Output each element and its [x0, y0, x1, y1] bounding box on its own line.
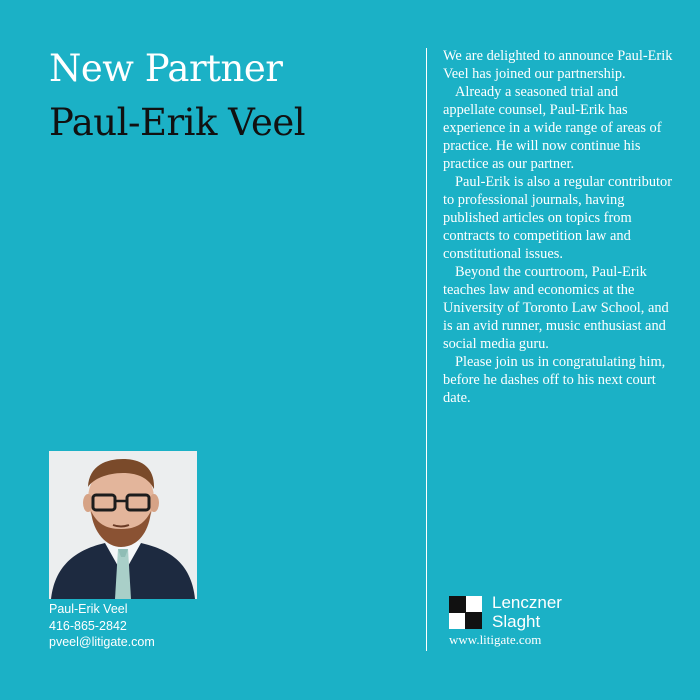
contact-info — [49, 601, 155, 651]
announcement-text — [443, 47, 673, 407]
logo-line-lenczner: Lenczner — [492, 593, 562, 612]
contact-name: Paul-Erik Veel — [49, 602, 128, 616]
lenczner-slaght-logo-mark-icon — [449, 596, 482, 629]
heading-partner-name: Paul-Erik Veel — [49, 101, 306, 144]
portrait-photo — [49, 451, 197, 599]
logo-wordmark — [492, 593, 562, 631]
paragraph-experience: Already a seasoned trial and appellate counsel, Paul-Erik has experience in a wide range of areas of practice. He will now continue his practice as our partner. — [443, 84, 662, 172]
paragraph-intro: We are delighted to announce Paul-Erik Veel has joined our partnership. — [443, 48, 673, 82]
website-link[interactable]: www.litigate.com — [449, 632, 542, 647]
portrait-illustration — [49, 451, 197, 599]
firm-logo — [449, 593, 562, 631]
vertical-divider — [426, 48, 427, 651]
contact-phone: 416-865-2842 — [49, 618, 127, 633]
heading-new-partner: New Partner — [49, 47, 283, 90]
paragraph-publications: Paul-Erik is also a regular contributor to professional journals, having published articles on topics from contracts to competition law and constitutional issues. — [443, 174, 672, 262]
paragraph-congratulations: Please join us in congratulating him, before he dashes off to his next court date. — [443, 354, 666, 406]
paragraph-teaching: Beyond the courtroom, Paul-Erik teaches law and economics at the University of Toronto Law School, and is an avid runner, music enthusiast and social media guru. — [443, 264, 669, 352]
contact-email: pveel@litigate.com — [49, 635, 155, 649]
logo-line-slaght: Slaght — [492, 612, 541, 631]
